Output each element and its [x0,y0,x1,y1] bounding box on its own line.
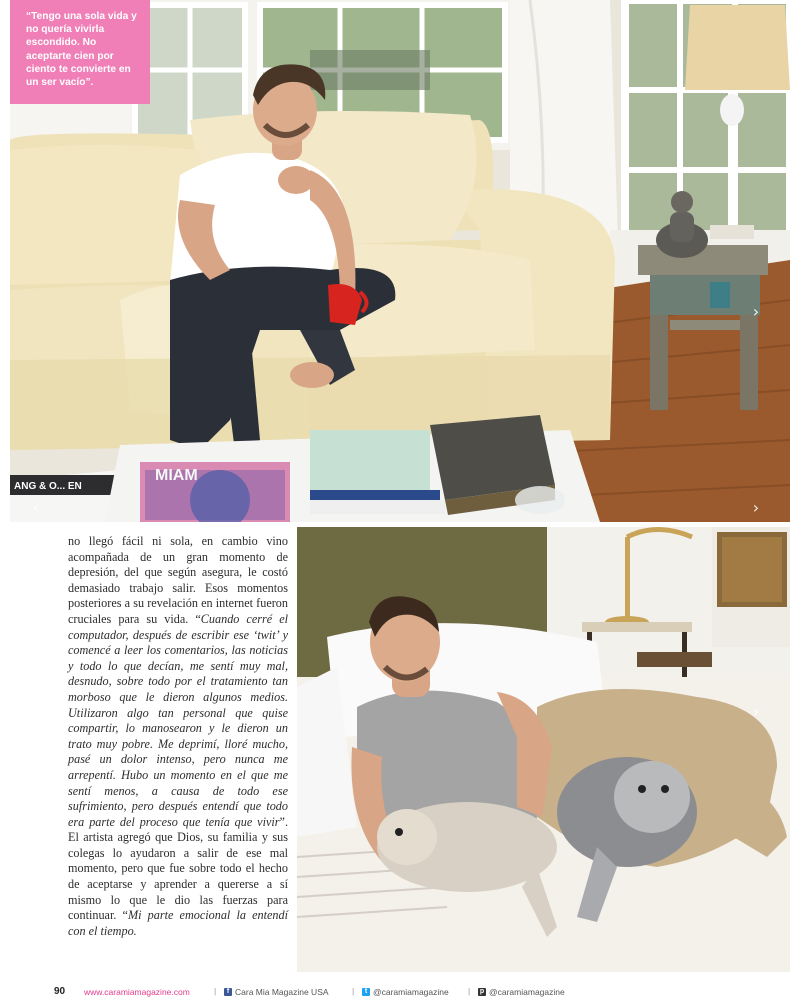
article-body [10,530,292,976]
pinterest-icon: p [479,988,485,995]
book-spine-label: ANG & O... EN [14,481,82,492]
article-quote-1: Cuando cerré el computador, después de escribir ese ‘twit’ y comencé a leer los comentarios, las noticias y todo lo que decían, me sentí muy mal, desnudo, sobre todo por el tratamiento tan morboso que le dieron algunos medios. Utilizaron algo tan personal que quise compartir, lo manosearon y le dieron un trato muy pobre. Me deprimí, lloré mucho, pasé un dolor intenso, pero nunca me arrepentí. Hubo un momento en el que me sentí menos, a causa de todo ese sufrimiento, pero después entendí que todo era parte del proceso que tenía que vivir [68,611,288,829]
facebook-handle: Cara Mia Magazine USA [235,987,329,997]
pinterest-handle: @caramiamagazine [489,987,565,997]
magazine-cover-label: MIAM [155,467,198,484]
footer-divider: | [352,986,355,996]
pull-quote: “Tengo una sola vida y no quería vivirla escondido. No aceptarte cien por ciento te convierte en un ser vacío”. [10,0,150,104]
side-arrow-icon[interactable]: › [752,702,760,721]
prev-arrow-icon[interactable]: ‹ [32,498,40,517]
pinterest-link[interactable] [478,987,565,997]
bottom-photo-bedroom [297,527,790,972]
website-link[interactable]: www.caramiamagazine.com [84,987,190,997]
article-text-1: no llegó fácil ni sola, en cambio vino acompañada de un gran momento de depresión, del que según asegura, le costó demasiado trabajo salir. Esos momentos posteriores a su revelación en internet fueron cruciales para su vida. “ [68,534,288,626]
footer-divider: | [214,986,217,996]
page-footer [0,984,800,1000]
article-text-2: ”. El artista agregó que Dios, su familia y sus colegas lo ayudaron a salir de ese mal momento, pero que fue sobre todo el hecho de aceptarse y aprender a quererse a sí mismo lo que le dio las fuerzas para continuar. “ [68,814,288,923]
footer-divider: | [468,986,471,996]
article-paragraph [68,534,288,939]
article-quote-2: Mi parte emocional la entendí con el tiempo. [68,908,288,938]
bedroom-illustration [297,527,790,972]
twitter-link[interactable] [362,987,449,997]
twitter-handle: @caramiamagazine [373,987,449,997]
next-arrow-icon-lower[interactable]: › [752,498,760,517]
page-number: 90 [54,986,66,997]
twitter-icon: t [362,988,370,996]
facebook-link[interactable] [224,987,329,997]
next-arrow-icon[interactable]: › [752,302,760,321]
facebook-icon: f [224,988,232,996]
